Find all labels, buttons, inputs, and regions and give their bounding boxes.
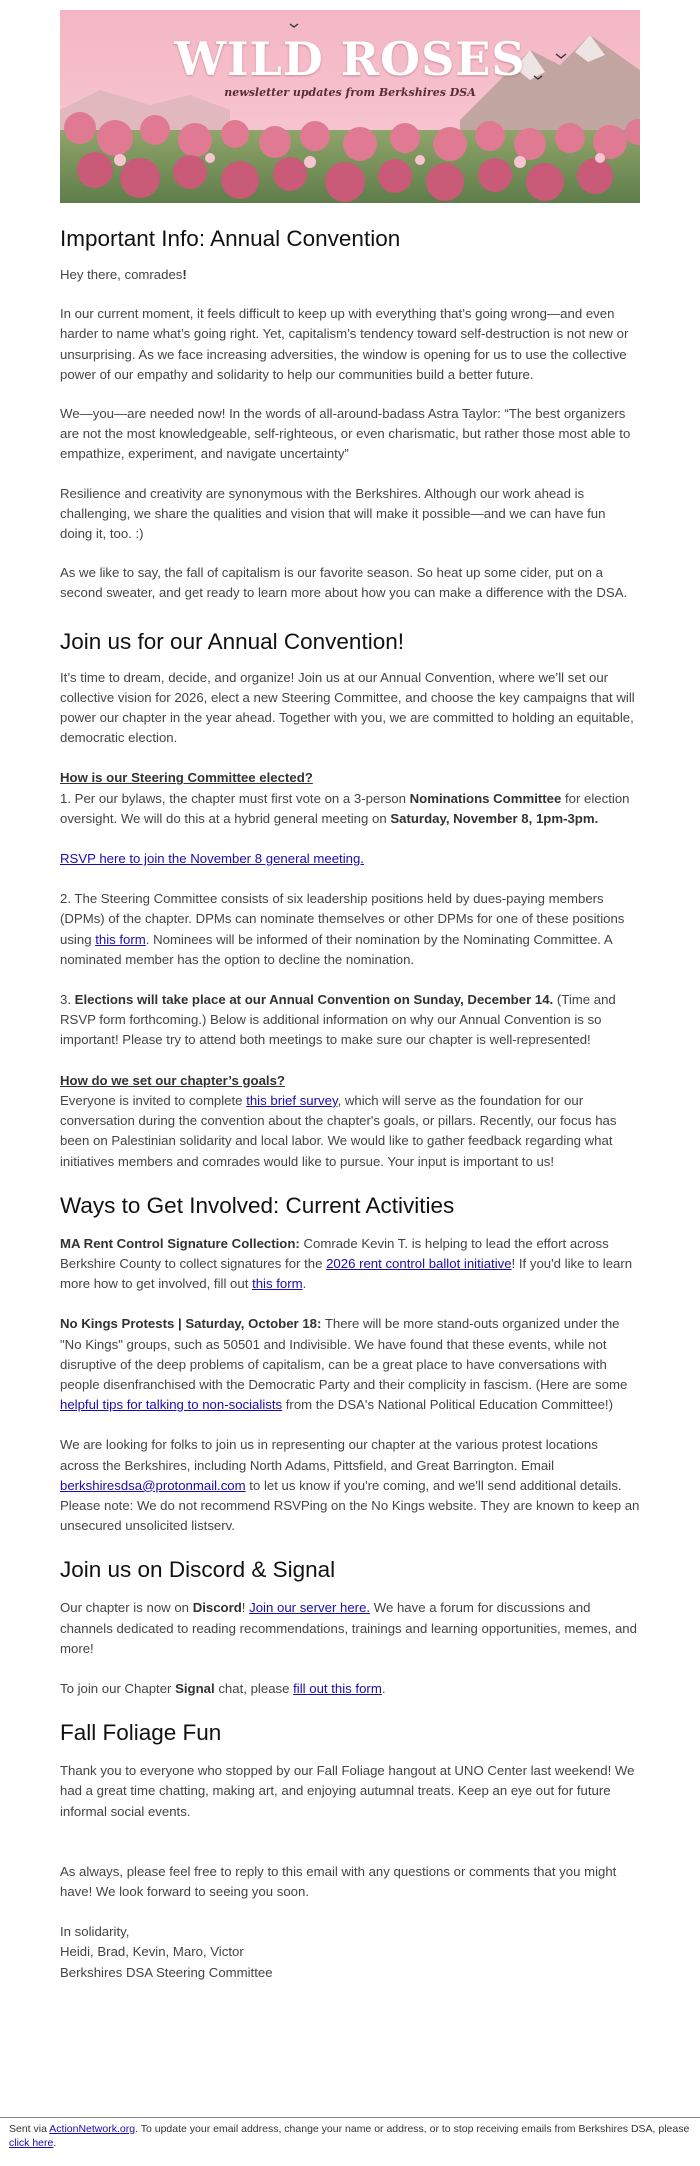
signal-form-link[interactable]: fill out this form <box>293 1680 382 1696</box>
committee-name: Berkshires DSA Steering Committee <box>60 1964 273 1980</box>
intro-paragraph-4: As we like to say, the fall of capitalism is our favorite season. So heat up some cider, put on a second sweater, and get ready to learn more about how you can make a difference with the DSA. <box>60 565 628 601</box>
heading-join-convention: Join us for our Annual Convention! <box>60 628 404 654</box>
intro-paragraph-1: In our current moment, it feels difficult to keep up with everything that’s going wrong—and even harder to name what’s going right. Yet, capitalism’s tendency toward self-destruction is not new or unsurprising. As we face increasing adversities, the window is opening for us to use the collective power of our empathy and solidarity to help our communities build a better future. <box>60 306 629 382</box>
newsletter-banner <box>60 10 640 203</box>
no-kings-paragraph: No Kings Protests | Saturday, October 18: There will be more stand-outs organized under the "No Kings" groups, such as 50501 and Indivisible. We have found that these events, while not disruptive of the deep problems of capitalism, can be a great place to have conversations with people disenfranchised with the Democratic Party and their complicity in fascism. (Here are some helpful tips for talking to non-socialists from the DSA's National Political Education Committee!) <box>60 1316 628 1413</box>
subheading-steering-election: How is our Steering Committee elected? <box>60 770 313 786</box>
steering-election-section: How is our Steering Committee elected? 1. Per our bylaws, the chapter must first vote on a 3-person Nominations Committee for election oversight. We will do this at a hybrid general meeting on Saturday, November 8, 1pm-3pm. <box>60 770 630 826</box>
banner-subtitle: newsletter updates from Berkshires DSA <box>224 86 476 99</box>
email-body <box>60 10 640 1983</box>
convention-paragraph: It’s time to dream, decide, and organize! Join us at our Annual Convention, where we’ll set our collective vision for 2026, elect a new Steering Committee, and choose the key campaigns that will power our chapter in the year ahead. Together with you, we are committed to holding an equitable, democratic election. <box>60 669 635 746</box>
discord-paragraph: Our chapter is now on Discord! Join our server here. We have a forum for discussions and channels dedicated to reading recommendations, trainings and learning opportunities, memes, and more! <box>60 1600 637 1656</box>
heading-annual-convention-info: Important Info: Annual Convention <box>60 226 401 251</box>
signal-paragraph: To join our Chapter Signal chat, please fill out this form. <box>60 1680 386 1696</box>
subheading-chapter-goals: How do we set our chapter’s goals? <box>60 1072 285 1088</box>
rent-control-form-link[interactable]: this form <box>252 1276 303 1292</box>
signature-block <box>60 1922 640 1983</box>
chapter-goals-section: How do we set our chapter’s goals? Everyone is invited to complete this brief survey, which will serve as the foundation for our conversation during the convention about the chapter's goals, or pillars. Recently, our focus has been on Palestinian solidarity and local labor. We would like to gather feedback regarding what initiatives members and comrades would like to pursue. Your input is important to us! <box>60 1072 617 1169</box>
discord-server-link[interactable]: Join our server here. <box>249 1600 371 1616</box>
foliage-paragraph: Thank you to everyone who stopped by our Fall Foliage hangout at UNO Center last weekend! We had a great time chatting, making art, and enjoying autumnal treats. Keep an eye out for future informal social events. <box>60 1763 635 1819</box>
intro-paragraph-3: Resilience and creativity are synonymous with the Berkshires. Although our work ahead is challenging, we share the qualities and vision that will make it possible—and we can have fun doing it, too. :) <box>60 485 606 542</box>
survey-link[interactable]: this brief survey <box>246 1092 338 1108</box>
heading-get-involved: Ways to Get Involved: Current Activities <box>60 1192 455 1218</box>
rsvp-general-meeting-link[interactable]: RSVP here to join the November 8 general meeting. <box>60 851 364 867</box>
heading-discord-signal: Join us on Discord & Signal <box>60 1557 336 1583</box>
nomination-form-link[interactable]: this form <box>95 931 146 947</box>
banner-title: WILD ROSES <box>174 32 526 86</box>
signoff: In solidarity, <box>60 1924 130 1940</box>
protest-locations-paragraph: We are looking for folks to join us in representing our chapter at the various protest locations across the Berkshires, including North Adams, Pittsfield, and Great Barrington. Email berkshiresdsa@protonmail.com to let us know if you're coming, and we'll send additional details. Please note: We do not recommend RSVPing on the No Kings website. They are known to keep an unsecured unsolicited listserv. <box>60 1437 640 1534</box>
non-socialists-tips-link[interactable]: helpful tips for talking to non-socialists <box>60 1397 283 1413</box>
rent-control-initiative-link[interactable]: 2026 rent control ballot initiative <box>326 1255 512 1271</box>
unsubscribe-link[interactable]: click here <box>9 2137 54 2149</box>
rsvp-paragraph <box>60 849 640 869</box>
elections-paragraph: 3. Elections will take place at our Annual Convention on Sunday, December 14. (Time and RSVP form forthcoming.) Below is additional information on why our Annual Convention is so important! Please try to attend both meetings to make sure our chapter is well-represented! <box>60 992 616 1048</box>
heading-fall-foliage: Fall Foliage Fun <box>60 1720 222 1746</box>
actionnetwork-link[interactable]: ActionNetwork.org <box>49 2123 136 2135</box>
greeting: Hey there, comrades! <box>60 267 187 282</box>
steering-positions-paragraph: 2. The Steering Committee consists of six leadership positions held by dues-paying members (DPMs) of the chapter. DPMs can nominate themselves or other DPMs for one of these positions using this form. Nominees will be informed of their nomination by the Nominating Committee. A nominated member has the option to decline the nomination. <box>60 891 625 967</box>
closing-paragraph: As always, please feel free to reply to this email with any questions or comments that you might have! We look forward to seeing you soon. <box>60 1863 617 1899</box>
intro-paragraph-2: We—you—are needed now! In the words of all-around-badass Astra Taylor: “The best organizers are not the most knowledgeable, self-righteous, or even charismatic, but rather those most able to empathize, experiment, and navigate uncertainty” <box>60 406 631 462</box>
signer-names: Heidi, Brad, Kevin, Maro, Victor <box>60 1944 244 1960</box>
email-footer: Sent via ActionNetwork.org. To update your email address, change your name or address, or to stop receiving emails from Berkshires DSA, please click here. <box>0 2117 700 2150</box>
rent-control-paragraph: MA Rent Control Signature Collection: Comrade Kevin T. is helping to lead the effort across Berkshire County to collect signatures for the 2026 rent control ballot initiative! If you'd like to learn more how to get involved, fill out this form. <box>60 1235 633 1292</box>
chapter-email-link[interactable]: berkshiresdsa@protonmail.com <box>60 1477 246 1493</box>
